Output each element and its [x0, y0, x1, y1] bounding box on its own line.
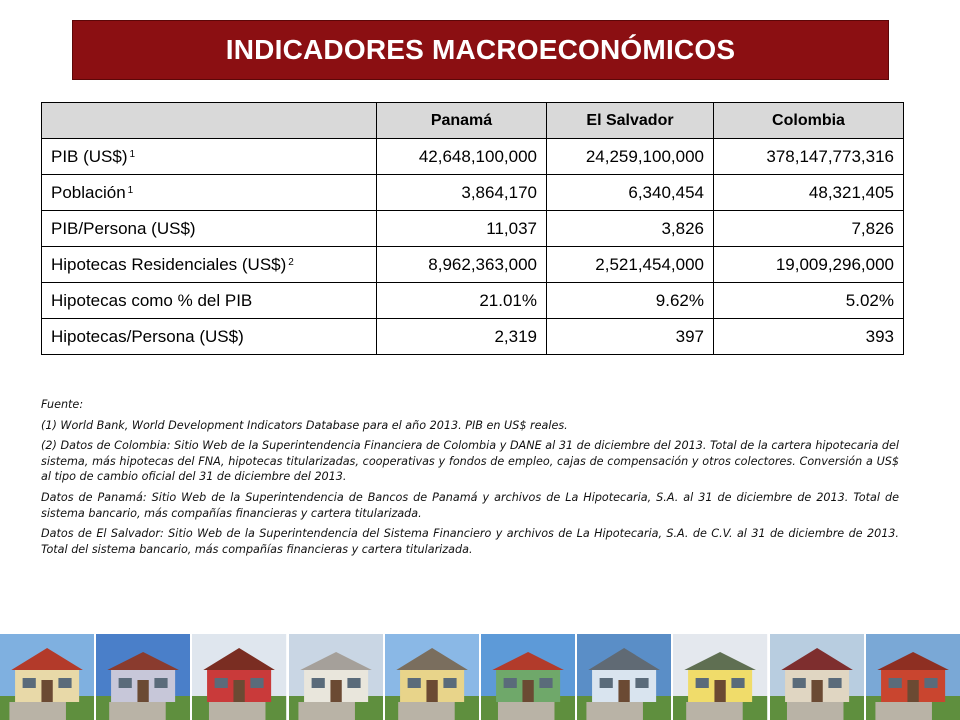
row-label: PIB/Persona (US$)	[51, 218, 196, 238]
house-icon	[192, 634, 286, 720]
value-cell: 7,826	[714, 211, 904, 247]
value-cell: 24,259,100,000	[547, 139, 714, 175]
house-icon	[481, 634, 575, 720]
note-el-salvador: Datos de El Salvador: Sitio Web de la Superintendencia del Sistema Financiero y archivos de La Hipotecaria, S.A. de C.V. al 31 de diciembre de 2013. Total del sistema bancario, más compañías financieras y cartera titularizada.	[41, 527, 899, 556]
house-photo	[289, 634, 383, 720]
row-label: Hipotecas como % del PIB	[51, 290, 253, 310]
footnote-1: (1) World Bank, World Development Indicators Database para el año 2013. PIB en US$ reales.	[41, 418, 568, 432]
house-icon	[385, 634, 479, 720]
house-photo	[385, 634, 479, 720]
house-icon	[0, 634, 94, 720]
column-header-colombia: Colombia	[714, 103, 904, 139]
table-row	[42, 211, 904, 247]
house-icon	[866, 634, 960, 720]
row-label-cell	[42, 211, 377, 247]
value-cell: 9.62%	[547, 283, 714, 319]
value-cell: 378,147,773,316	[714, 139, 904, 175]
note-panama: Datos de Panamá: Sitio Web de la Superintendencia de Bancos de Panamá y archivos de La Hipotecaria, S.A. al 31 de diciembre de 2013. Total de sistema bancario, más compañías financieras y cartera titularizada.	[41, 490, 899, 520]
value-cell: 5.02%	[714, 283, 904, 319]
table-header-row	[42, 103, 904, 139]
row-label: Hipotecas Residenciales (US$)	[51, 254, 287, 274]
value-cell: 11,037	[377, 211, 547, 247]
value-cell: 3,826	[547, 211, 714, 247]
row-label-cell	[42, 319, 377, 355]
house-photo-strip	[0, 634, 960, 720]
house-photo	[770, 634, 864, 720]
row-label: PIB (US$)	[51, 146, 128, 166]
footnote-marker: 1	[129, 148, 136, 160]
row-label-cell	[42, 139, 377, 175]
value-cell: 21.01%	[377, 283, 547, 319]
value-cell: 393	[714, 319, 904, 355]
table-row	[42, 319, 904, 355]
house-photo	[96, 634, 190, 720]
source-label: Fuente:	[41, 398, 84, 411]
column-header-panama: Panamá	[377, 103, 547, 139]
row-label: Hipotecas/Persona (US$)	[51, 326, 244, 346]
indicators-table	[41, 102, 904, 355]
value-cell: 19,009,296,000	[714, 247, 904, 283]
table-row	[42, 247, 904, 283]
house-photo	[673, 634, 767, 720]
value-cell: 8,962,363,000	[377, 247, 547, 283]
house-icon	[96, 634, 190, 720]
row-label-cell	[42, 247, 377, 283]
row-label: Población	[51, 182, 126, 202]
house-photo	[192, 634, 286, 720]
footnote-marker: 1	[127, 184, 134, 196]
table-row	[42, 283, 904, 319]
footnote-2: (2) Datos de Colombia: Sitio Web de la Superintendencia Financiera de Colombia y DANE al 31 de diciembre del 2013. Total de la cartera hipotecaria del sistema, más hipotecas del FNA, hipotecas titularizadas, cooperativas y fondos de empleo, cajas de compensación y otros colectores. Conversión a US$ al tipo de cambio oficial del 31 de diciembre del 2013.	[41, 439, 899, 484]
house-icon	[770, 634, 864, 720]
house-icon	[289, 634, 383, 720]
value-cell: 397	[547, 319, 714, 355]
house-icon	[673, 634, 767, 720]
value-cell: 42,648,100,000	[377, 139, 547, 175]
footnote-marker: 2	[288, 256, 294, 268]
house-icon	[577, 634, 671, 720]
table-row	[42, 175, 904, 211]
row-label-cell	[42, 175, 377, 211]
house-photo	[0, 634, 94, 720]
source-notes	[41, 397, 899, 562]
value-cell: 2,521,454,000	[547, 247, 714, 283]
house-photo	[577, 634, 671, 720]
table-corner-cell	[42, 103, 377, 139]
house-photo	[481, 634, 575, 720]
table-row	[42, 139, 904, 175]
value-cell: 3,864,170	[377, 175, 547, 211]
value-cell: 6,340,454	[547, 175, 714, 211]
value-cell: 2,319	[377, 319, 547, 355]
page-title: INDICADORES MACROECONÓMICOS	[225, 34, 736, 65]
title-banner	[72, 20, 889, 80]
row-label-cell	[42, 283, 377, 319]
column-header-el-salvador: El Salvador	[547, 103, 714, 139]
value-cell: 48,321,405	[714, 175, 904, 211]
house-photo	[866, 634, 960, 720]
